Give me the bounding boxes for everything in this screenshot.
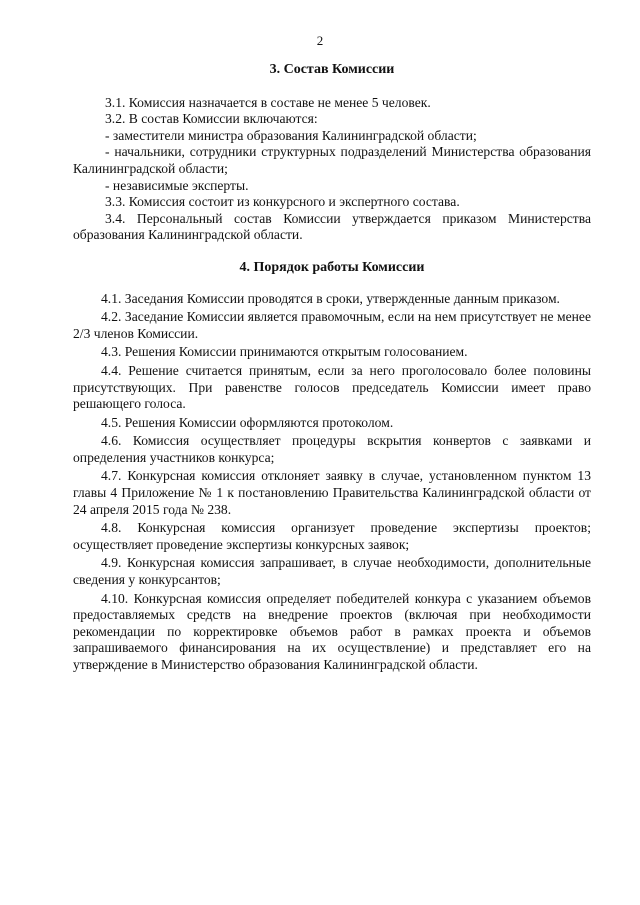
clause-4-4: 4.4. Решение считается принятым, если за него проголосовало более половины присутствующих. При равенстве голосов председатель Комиссии имеет право решающего голоса. bbox=[73, 362, 591, 412]
clause-3-1: 3.1. Комиссия назначается в составе не менее 5 человек. bbox=[105, 94, 431, 110]
clause-4-3: 4.3. Решения Комиссии принимаются открытым голосованием. bbox=[101, 344, 468, 360]
section-procedure bbox=[73, 260, 591, 674]
section-composition bbox=[73, 62, 591, 244]
clause-3-2-item-2: - начальники, сотрудники структурных подразделений Министерства образования Калининградской области; bbox=[73, 144, 591, 176]
document-body bbox=[73, 62, 591, 674]
clause-4-8: 4.8. Конкурсная комиссия организует проведение экспертизы проектов; осуществляет проведение экспертизы конкурсных заявок; bbox=[73, 520, 591, 552]
section-3-title: 3. Состав Комиссии bbox=[269, 62, 395, 77]
clause-4-6: 4.6. Комиссия осуществляет процедуры вскрытия конвертов с заявками и определения участников конкурса; bbox=[73, 433, 591, 465]
page-number: 2 bbox=[316, 33, 324, 48]
clause-4-5: 4.5. Решения Комиссии оформляются протоколом. bbox=[101, 414, 394, 430]
clause-4-9: 4.9. Конкурсная комиссия запрашивает, в случае необходимости, дополнительные сведения у конкурсантов; bbox=[73, 555, 591, 588]
clause-4-7: 4.7. Конкурсная комиссия отклоняет заявку в случае, установленном пунктом 13 главы 4 Приложение № 1 к постановлению Правительства Калининградской области от 24 апреля 2015 года № 238. bbox=[73, 468, 591, 517]
clause-3-2: 3.2. В состав Комиссии включаются: bbox=[105, 111, 318, 127]
clause-4-1: 4.1. Заседания Комиссии проводятся в сроки, утвержденные данным приказом. bbox=[101, 290, 560, 306]
clause-3-2-item-3: - независимые эксперты. bbox=[105, 177, 249, 193]
clause-3-3: 3.3. Комиссия состоит из конкурсного и экспертного состава. bbox=[105, 194, 460, 210]
clause-4-2: 4.2. Заседание Комиссии является правомочным, если на нем присутствует не менее 2/3 членов Комиссии. bbox=[73, 309, 591, 341]
section-4-title: 4. Порядок работы Комиссии bbox=[239, 259, 425, 275]
clause-3-4: 3.4. Персональный состав Комиссии утверждается приказом Министерства образования Калининградской области. bbox=[73, 210, 591, 243]
clause-4-10: 4.10. Конкурсная комиссия определяет победителей конкура с указанием объемов предоставляемых средств на внедрение проектов (включая при необходимости рекомендации по корректировке объемов работ в рамках проекта и объемов запрашиваемого финансирования на их осуществление) и представляет его на утверждение в Министерство образования Калининградской области. bbox=[73, 590, 591, 672]
clause-3-2-item-1: - заместители министра образования Калининградской области; bbox=[105, 127, 477, 143]
